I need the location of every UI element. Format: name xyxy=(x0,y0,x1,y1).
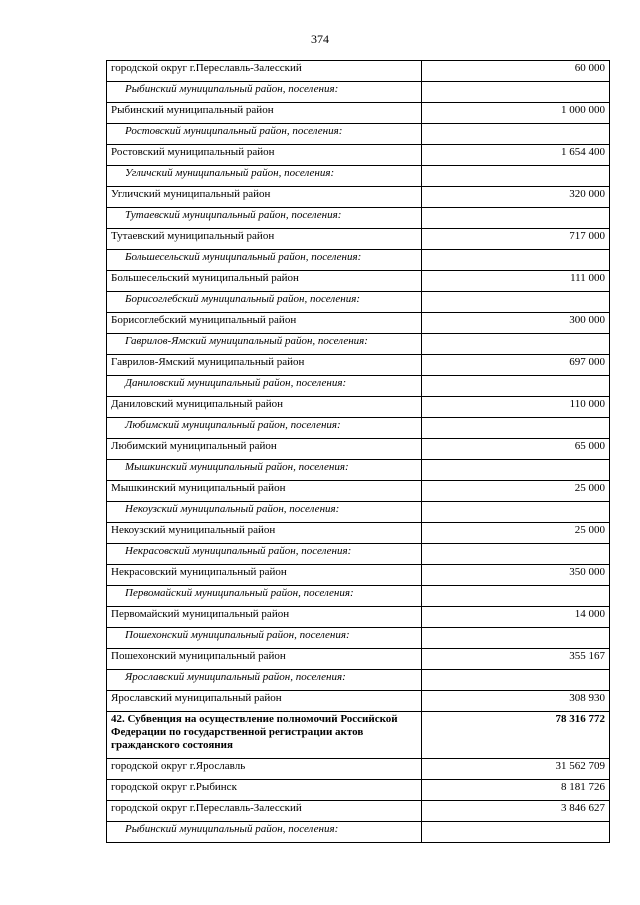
page-number: 374 xyxy=(311,32,329,46)
row-amount xyxy=(422,418,610,439)
row-name: Даниловский муниципальный район, поселения: xyxy=(107,376,422,397)
row-name: Первомайский муниципальный район, поселения: xyxy=(107,586,422,607)
row-name: Рыбинский муниципальный район, поселения: xyxy=(107,82,422,103)
row-amount xyxy=(422,544,610,565)
row-amount xyxy=(422,822,610,843)
table-group-row xyxy=(107,124,610,145)
table-group-row xyxy=(107,292,610,313)
table-group-row xyxy=(107,502,610,523)
table-group-row xyxy=(107,376,610,397)
row-amount: 65 000 xyxy=(422,439,610,460)
row-amount: 25 000 xyxy=(422,481,610,502)
table-row xyxy=(107,229,610,250)
table-row xyxy=(107,801,610,822)
row-amount: 1 654 400 xyxy=(422,145,610,166)
row-name: Борисоглебский муниципальный район xyxy=(107,313,422,334)
row-amount xyxy=(422,334,610,355)
row-amount xyxy=(422,82,610,103)
table-row xyxy=(107,759,610,780)
row-name: Некоузский муниципальный район, поселения: xyxy=(107,502,422,523)
row-name: Первомайский муниципальный район xyxy=(107,607,422,628)
row-amount: 111 000 xyxy=(422,271,610,292)
row-amount xyxy=(422,460,610,481)
row-amount: 31 562 709 xyxy=(422,759,610,780)
row-name: Пошехонский муниципальный район xyxy=(107,649,422,670)
row-name: Гаврилов-Ямский муниципальный район xyxy=(107,355,422,376)
table-group-row xyxy=(107,822,610,843)
row-name: Большесельский муниципальный район, поселения: xyxy=(107,250,422,271)
table-heading-row xyxy=(107,712,610,759)
row-amount: 1 000 000 xyxy=(422,103,610,124)
row-amount xyxy=(422,292,610,313)
table-row xyxy=(107,565,610,586)
row-amount xyxy=(422,586,610,607)
row-amount: 350 000 xyxy=(422,565,610,586)
row-name: городской округ г.Переславль-Залесский xyxy=(107,801,422,822)
table-group-row xyxy=(107,670,610,691)
row-amount: 308 930 xyxy=(422,691,610,712)
row-name: Рыбинский муниципальный район xyxy=(107,103,422,124)
row-name: Угличский муниципальный район, поселения: xyxy=(107,166,422,187)
row-amount xyxy=(422,376,610,397)
row-name: Тутаевский муниципальный район, поселения: xyxy=(107,208,422,229)
table-row xyxy=(107,187,610,208)
row-name: Мышкинский муниципальный район xyxy=(107,481,422,502)
table-row xyxy=(107,145,610,166)
table-row xyxy=(107,523,610,544)
row-name: городской округ г.Ярославль xyxy=(107,759,422,780)
table-row xyxy=(107,103,610,124)
row-amount xyxy=(422,208,610,229)
row-amount xyxy=(422,166,610,187)
row-name: Мышкинский муниципальный район, поселения: xyxy=(107,460,422,481)
row-name: Некрасовский муниципальный район xyxy=(107,565,422,586)
budget-table xyxy=(106,60,610,843)
table-group-row xyxy=(107,82,610,103)
table-row xyxy=(107,271,610,292)
row-amount: 25 000 xyxy=(422,523,610,544)
row-amount: 60 000 xyxy=(422,61,610,82)
table-row xyxy=(107,780,610,801)
row-name: Большесельский муниципальный район xyxy=(107,271,422,292)
table-group-row xyxy=(107,628,610,649)
table-group-row xyxy=(107,586,610,607)
row-name: Борисоглебский муниципальный район, поселения: xyxy=(107,292,422,313)
row-name: Угличский муниципальный район xyxy=(107,187,422,208)
table-row xyxy=(107,439,610,460)
table-group-row xyxy=(107,334,610,355)
table-group-row xyxy=(107,166,610,187)
row-name: Даниловский муниципальный район xyxy=(107,397,422,418)
row-amount xyxy=(422,670,610,691)
row-amount: 110 000 xyxy=(422,397,610,418)
row-name: городской округ г.Переславль-Залесский xyxy=(107,61,422,82)
row-amount: 320 000 xyxy=(422,187,610,208)
table-group-row xyxy=(107,418,610,439)
row-amount: 717 000 xyxy=(422,229,610,250)
row-amount: 8 181 726 xyxy=(422,780,610,801)
budget-table-body xyxy=(107,61,610,843)
row-amount: 355 167 xyxy=(422,649,610,670)
row-name: Любимский муниципальный район, поселения: xyxy=(107,418,422,439)
row-name: Некоузский муниципальный район xyxy=(107,523,422,544)
row-amount: 78 316 772 xyxy=(422,712,610,759)
row-name: Гаврилов-Ямский муниципальный район, поселения: xyxy=(107,334,422,355)
row-amount: 300 000 xyxy=(422,313,610,334)
row-amount xyxy=(422,502,610,523)
row-amount xyxy=(422,250,610,271)
row-amount xyxy=(422,124,610,145)
row-name: Тутаевский муниципальный район xyxy=(107,229,422,250)
table-group-row xyxy=(107,208,610,229)
table-row xyxy=(107,607,610,628)
row-name: 42. Субвенция на осуществление полномочий Российской Федерации по государственной регистрации актов гражданского состояния xyxy=(107,712,422,759)
table-row xyxy=(107,397,610,418)
table-row xyxy=(107,61,610,82)
row-amount: 14 000 xyxy=(422,607,610,628)
row-amount: 697 000 xyxy=(422,355,610,376)
row-name: Ярославский муниципальный район xyxy=(107,691,422,712)
table-row xyxy=(107,481,610,502)
table-row xyxy=(107,691,610,712)
row-name: Пошехонский муниципальный район, поселения: xyxy=(107,628,422,649)
row-name: Ростовский муниципальный район xyxy=(107,145,422,166)
row-amount: 3 846 627 xyxy=(422,801,610,822)
table-group-row xyxy=(107,250,610,271)
row-name: Некрасовский муниципальный район, поселения: xyxy=(107,544,422,565)
row-name: Ярославский муниципальный район, поселения: xyxy=(107,670,422,691)
table-group-row xyxy=(107,460,610,481)
table-row xyxy=(107,313,610,334)
table-row xyxy=(107,355,610,376)
row-name: городской округ г.Рыбинск xyxy=(107,780,422,801)
row-name: Любимский муниципальный район xyxy=(107,439,422,460)
row-name: Рыбинский муниципальный район, поселения: xyxy=(107,822,422,843)
table-row xyxy=(107,649,610,670)
table-group-row xyxy=(107,544,610,565)
row-amount xyxy=(422,628,610,649)
row-name: Ростовский муниципальный район, поселения: xyxy=(107,124,422,145)
